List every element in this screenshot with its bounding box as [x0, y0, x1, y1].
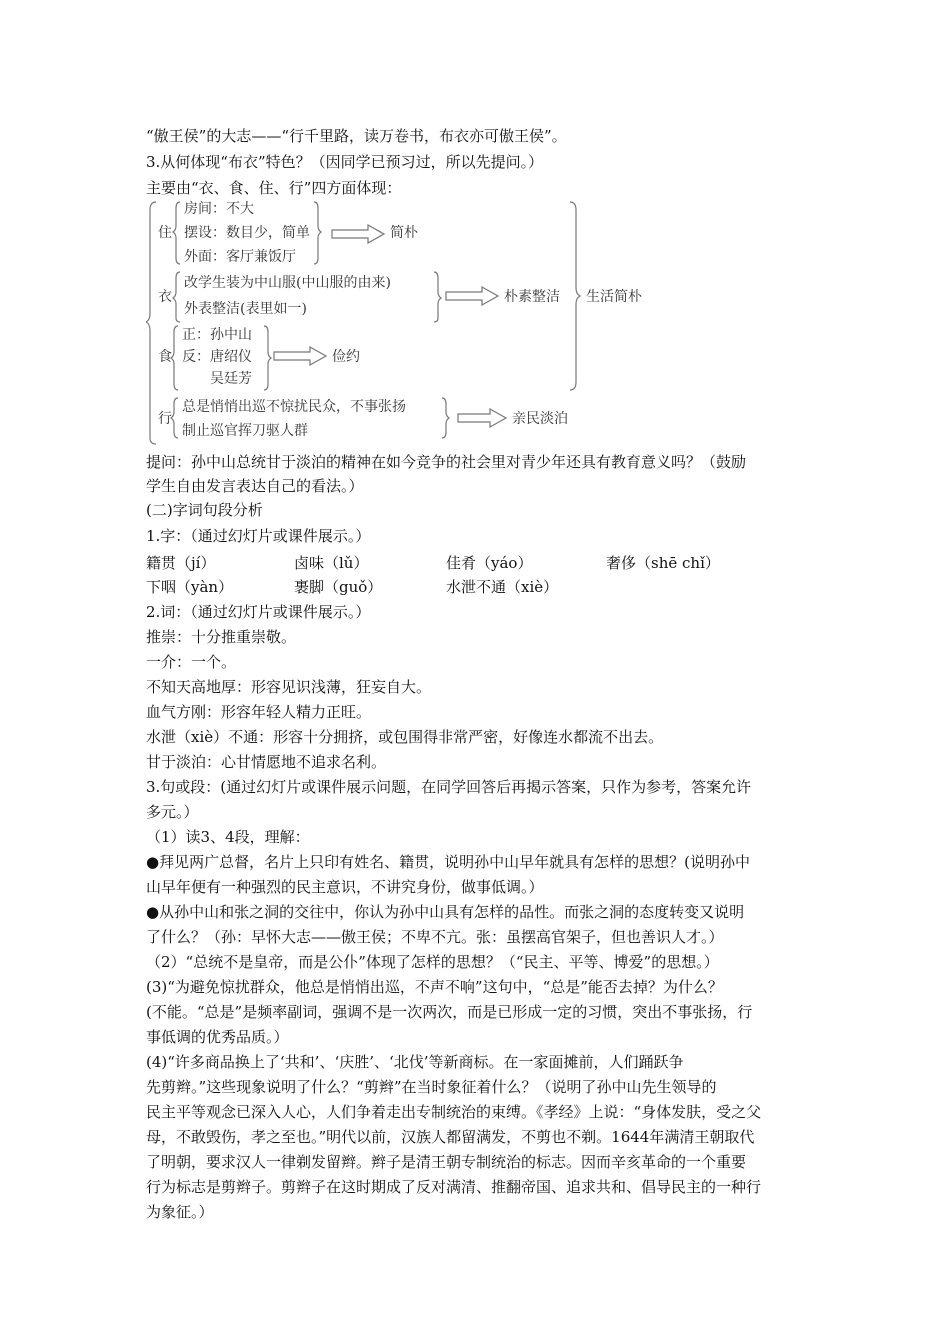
yi-item: 外表整洁(表里如一)	[184, 301, 307, 317]
text-line: 民主平等观念已深入人心，人们争着走出专制统治的束缚。《孝经》上说：“身体发肤，受之父	[146, 1103, 762, 1121]
shi-item: 吴廷芳	[210, 371, 252, 387]
yi-label: 衣	[158, 289, 172, 305]
text-line: 主要由“衣、食、住、行”四方面体现：	[146, 179, 402, 197]
text-line: 事低调的优秀品质。）	[146, 1028, 289, 1046]
text-line: (3)“为避免惊扰群众，他总是悄悄出巡，不声不响”这句中，“总是”能否去掉？为什么？	[146, 978, 723, 996]
text-line: (4)“许多商品换上了‘共和’、‘庆胜’、‘北伐’等新商标。在一家面摊前，人们踊跃争	[146, 1053, 684, 1071]
text-line: ●拜见两广总督，名片上只印有姓名、籍贯，说明孙中山早年就具有怎样的思想？(说明孙中	[146, 853, 750, 871]
zhu-item: 外面：客厅兼饭厅	[184, 249, 296, 265]
vocab-char: 籍贯（jí）	[146, 554, 216, 572]
text-line: ●从孙中山和张之洞的交往中，你认为孙中山具有怎样的品性。而张之洞的态度转变又说明	[146, 903, 745, 921]
vocab-char: 卤味（lǔ）	[294, 554, 369, 572]
xing-label: 行	[158, 411, 172, 427]
text-line: 行为标志是剪辫子。剪辫子在这时期成了反对满清、推翻帝国、追求共和、倡导民主的一种行	[146, 1178, 762, 1196]
text-line: 山早年便有一种强烈的民主意识，不讲究身份，做事低调。）	[146, 878, 544, 896]
yi-result: 朴素整洁	[504, 289, 560, 305]
text-line: 3.句或段：(通过幻灯片或课件展示问题，在同学回答后再揭示答案，只作为参考，答案允许	[146, 778, 752, 796]
text-line: 不知天高地厚：形容见识浅薄，狂妄自大。	[146, 678, 432, 696]
text-line: (不能。“总是”是频率副词，强调不是一次两次，而是已形成一定的习惯，突出不事张扬，行	[146, 1003, 753, 1021]
zhu-item: 房间：不大	[184, 201, 254, 217]
text-line: 一介：一个。	[146, 653, 237, 671]
vocab-char: 佳肴（yáo）	[446, 554, 533, 572]
text-line: 水泄（xiè）不通：形容十分拥挤，或包围得非常严密，好像连水都流不出去。	[146, 728, 664, 746]
zhu-result: 简朴	[390, 225, 418, 241]
text-line: （2）“总统不是皇帝，而是公仆”体现了怎样的思想？（“民主、平等、博爱”的思想。）	[146, 953, 719, 971]
shi-result: 俭约	[332, 349, 360, 365]
text-line: 提问：孙中山总统甘于淡泊的精神在如今竞争的社会里对青少年还具有教育意义吗？（鼓励	[146, 453, 747, 471]
yi-item: 改学生装为中山服(中山服的由来)	[184, 275, 391, 291]
text-line: 1.字：（通过幻灯片或课件展示。）	[146, 527, 371, 545]
text-line: 了明朝，要求汉人一律剃发留辫。辫子是清王朝专制统治的标志。因而辛亥革命的一个重要	[146, 1153, 747, 1171]
vocab-char: 奢侈（shē chǐ）	[606, 554, 720, 572]
vocab-char: 水泄不通（xiè）	[446, 578, 559, 596]
xing-item: 总是悄悄出巡不惊扰民众，不事张扬	[182, 399, 406, 415]
text-line: 学生自由发言表达自己的看法。）	[146, 477, 364, 495]
shi-item: 正：孙中山	[182, 327, 252, 343]
text-line: 母，不敢毁伤，孝之至也。”明代以前，汉族人都留满发，不剪也不剃。1644年满清王朝取代	[146, 1128, 755, 1146]
vocab-char: 裹脚（guǒ）	[294, 578, 383, 596]
text-line: 血气方刚：形容年轻人精力正旺。	[146, 703, 372, 721]
summary-result: 生活简朴	[586, 289, 642, 305]
text-line: 2.词：（通过幻灯片或课件展示。）	[146, 603, 371, 621]
text-line: 多元。）	[146, 803, 199, 821]
zhu-label: 住	[158, 225, 172, 241]
xing-result: 亲民淡泊	[512, 411, 568, 427]
text-line: 推崇：十分推重崇敬。	[146, 628, 297, 646]
text-line: (二)字词句段分析	[146, 501, 263, 519]
vocab-char: 下咽（yàn）	[146, 578, 234, 596]
text-line: 3.从何体现“布衣”特色？（因同学已预习过，所以先提问。）	[146, 153, 544, 171]
text-line: 甘于淡泊：心甘情愿地不追求名利。	[146, 753, 387, 771]
xing-item: 制止巡官挥刀驱人群	[182, 423, 308, 439]
text-line: 为象征。）	[146, 1203, 214, 1221]
shi-label: 食	[158, 349, 172, 365]
text-line: （1）读3、4段，理解：	[146, 828, 310, 846]
zhu-item: 摆设：数目少，简单	[184, 225, 310, 241]
buyi-diagram	[146, 196, 642, 446]
text-line: 先剪辫。”这些现象说明了什么？“剪辫”在当时象征着什么？（说明了孙中山先生领导的	[146, 1078, 717, 1096]
text-line: “傲王侯”的大志——“行千里路，读万卷书，布衣亦可傲王侯”。	[146, 127, 567, 145]
text-line: 了什么？（孙：早怀大志——傲王侯；不卑不亢。张：虽摆高官架子，但也善识人才。）	[146, 928, 724, 946]
shi-item: 反：唐绍仪	[182, 349, 252, 365]
